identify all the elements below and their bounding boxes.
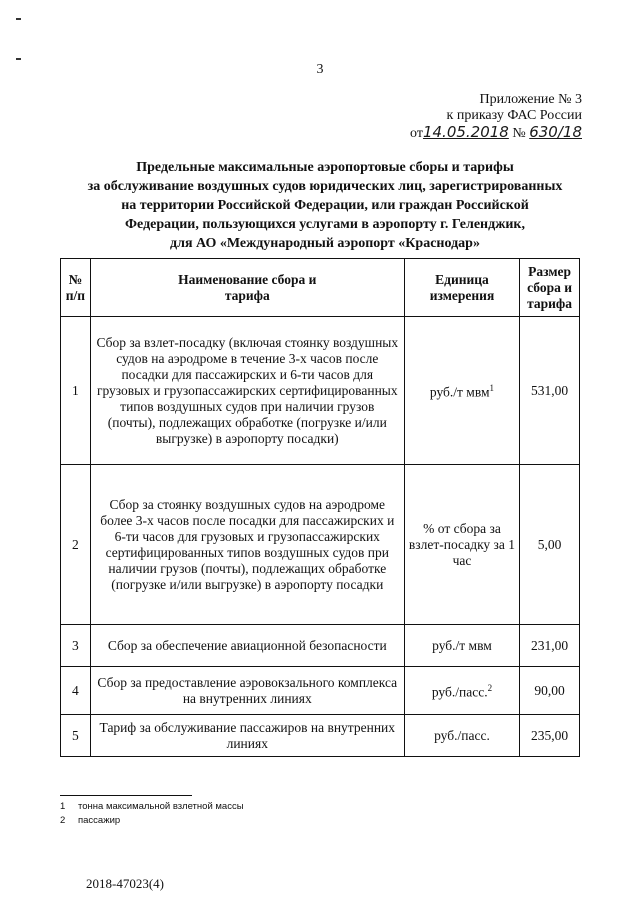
row-num: 2 <box>61 465 91 625</box>
row-name: Сбор за стоянку воздушных судов на аэродроме более 3-х часов после посадки для пассажирских и 6-ти часов для грузовых и грузопассажирских сертифицированных типов воздушных судов при наличии грузов (почты), подлежащих обработке (погрузке и/или выгрузке) в аэропорту посадки <box>90 465 404 625</box>
row-unit: руб./т мвм <box>404 625 519 667</box>
handwritten-date: 14.05.2018 <box>422 123 509 141</box>
footnote-divider <box>60 795 192 796</box>
scan-mark <box>16 18 21 20</box>
row-value: 231,00 <box>520 625 580 667</box>
appendix-number: Приложение № 3 <box>479 92 582 107</box>
footnote: 2 пассажир <box>60 815 121 826</box>
row-unit: руб./т мвм$^1$ <box>404 317 519 465</box>
row-num: 1 <box>61 317 91 465</box>
document-title <box>60 158 590 253</box>
row-value: 5,00 <box>520 465 580 625</box>
table-row <box>61 715 580 757</box>
appendix-header <box>342 92 582 142</box>
footnote: 1 тонна максимальной взлетной массы <box>60 801 244 812</box>
row-unit: % от сбора за взлет-посадку за 1 час <box>404 465 519 625</box>
footnotes <box>60 800 244 828</box>
row-value: 90,00 <box>520 667 580 715</box>
table-row <box>61 625 580 667</box>
row-name: Сбор за взлет-посадку (включая стоянку воздушных судов на аэродроме в течение 3-х часов после посадки для пассажирских и 6-ти часов для грузовых и грузопассажирских сертифицированных типов воздушных судов при наличии грузов (почты), подлежащих обработке (погрузке и/или выгрузке) в аэропорту посадки) <box>90 317 404 465</box>
row-name: Тариф за обслуживание пассажиров на внутренних линиях <box>90 715 404 757</box>
title-line: для АО «Международный аэропорт «Краснодар» <box>170 236 480 251</box>
appendix-order-ref: к приказу ФАС России <box>446 108 582 123</box>
number-prefix: № <box>512 126 526 141</box>
row-unit: руб./пасс. <box>404 715 519 757</box>
date-prefix: от <box>410 126 423 141</box>
row-num: 4 <box>61 667 91 715</box>
header-num: № п/п <box>61 259 91 317</box>
header-name: Наименование сбора и тарифа <box>90 259 404 317</box>
scan-mark <box>16 58 21 60</box>
row-value: 531,00 <box>520 317 580 465</box>
title-line: Предельные максимальные аэропортовые сборы и тарифы <box>136 160 514 175</box>
row-unit: руб./пасс.$^2$ <box>404 667 519 715</box>
document-code: 2018-47023(4) <box>86 876 164 891</box>
fees-table <box>60 258 580 757</box>
row-num: 3 <box>61 625 91 667</box>
header-size: Размер сбора и тарифа <box>520 259 580 317</box>
title-line: за обслуживание воздушных судов юридических лиц, зарегистрированных <box>87 179 563 194</box>
header-unit: Единица измерения <box>404 259 519 317</box>
handwritten-number: 630/18 <box>529 123 582 141</box>
table-row <box>61 317 580 465</box>
row-num: 5 <box>61 715 91 757</box>
title-line: Федерации, пользующихся услугами в аэропорту г. Геленджик, <box>125 217 525 232</box>
row-value: 235,00 <box>520 715 580 757</box>
table-row <box>61 465 580 625</box>
title-line: на территории Российской Федерации, или граждан Российской <box>121 198 529 213</box>
appendix-date-line <box>342 124 582 142</box>
table-header-row <box>61 259 580 317</box>
page-number: 3 <box>316 62 324 77</box>
table-row <box>61 667 580 715</box>
row-name: Сбор за обеспечение авиационной безопасности <box>90 625 404 667</box>
row-name: Сбор за предоставление аэровокзального комплекса на внутренних линиях <box>90 667 404 715</box>
